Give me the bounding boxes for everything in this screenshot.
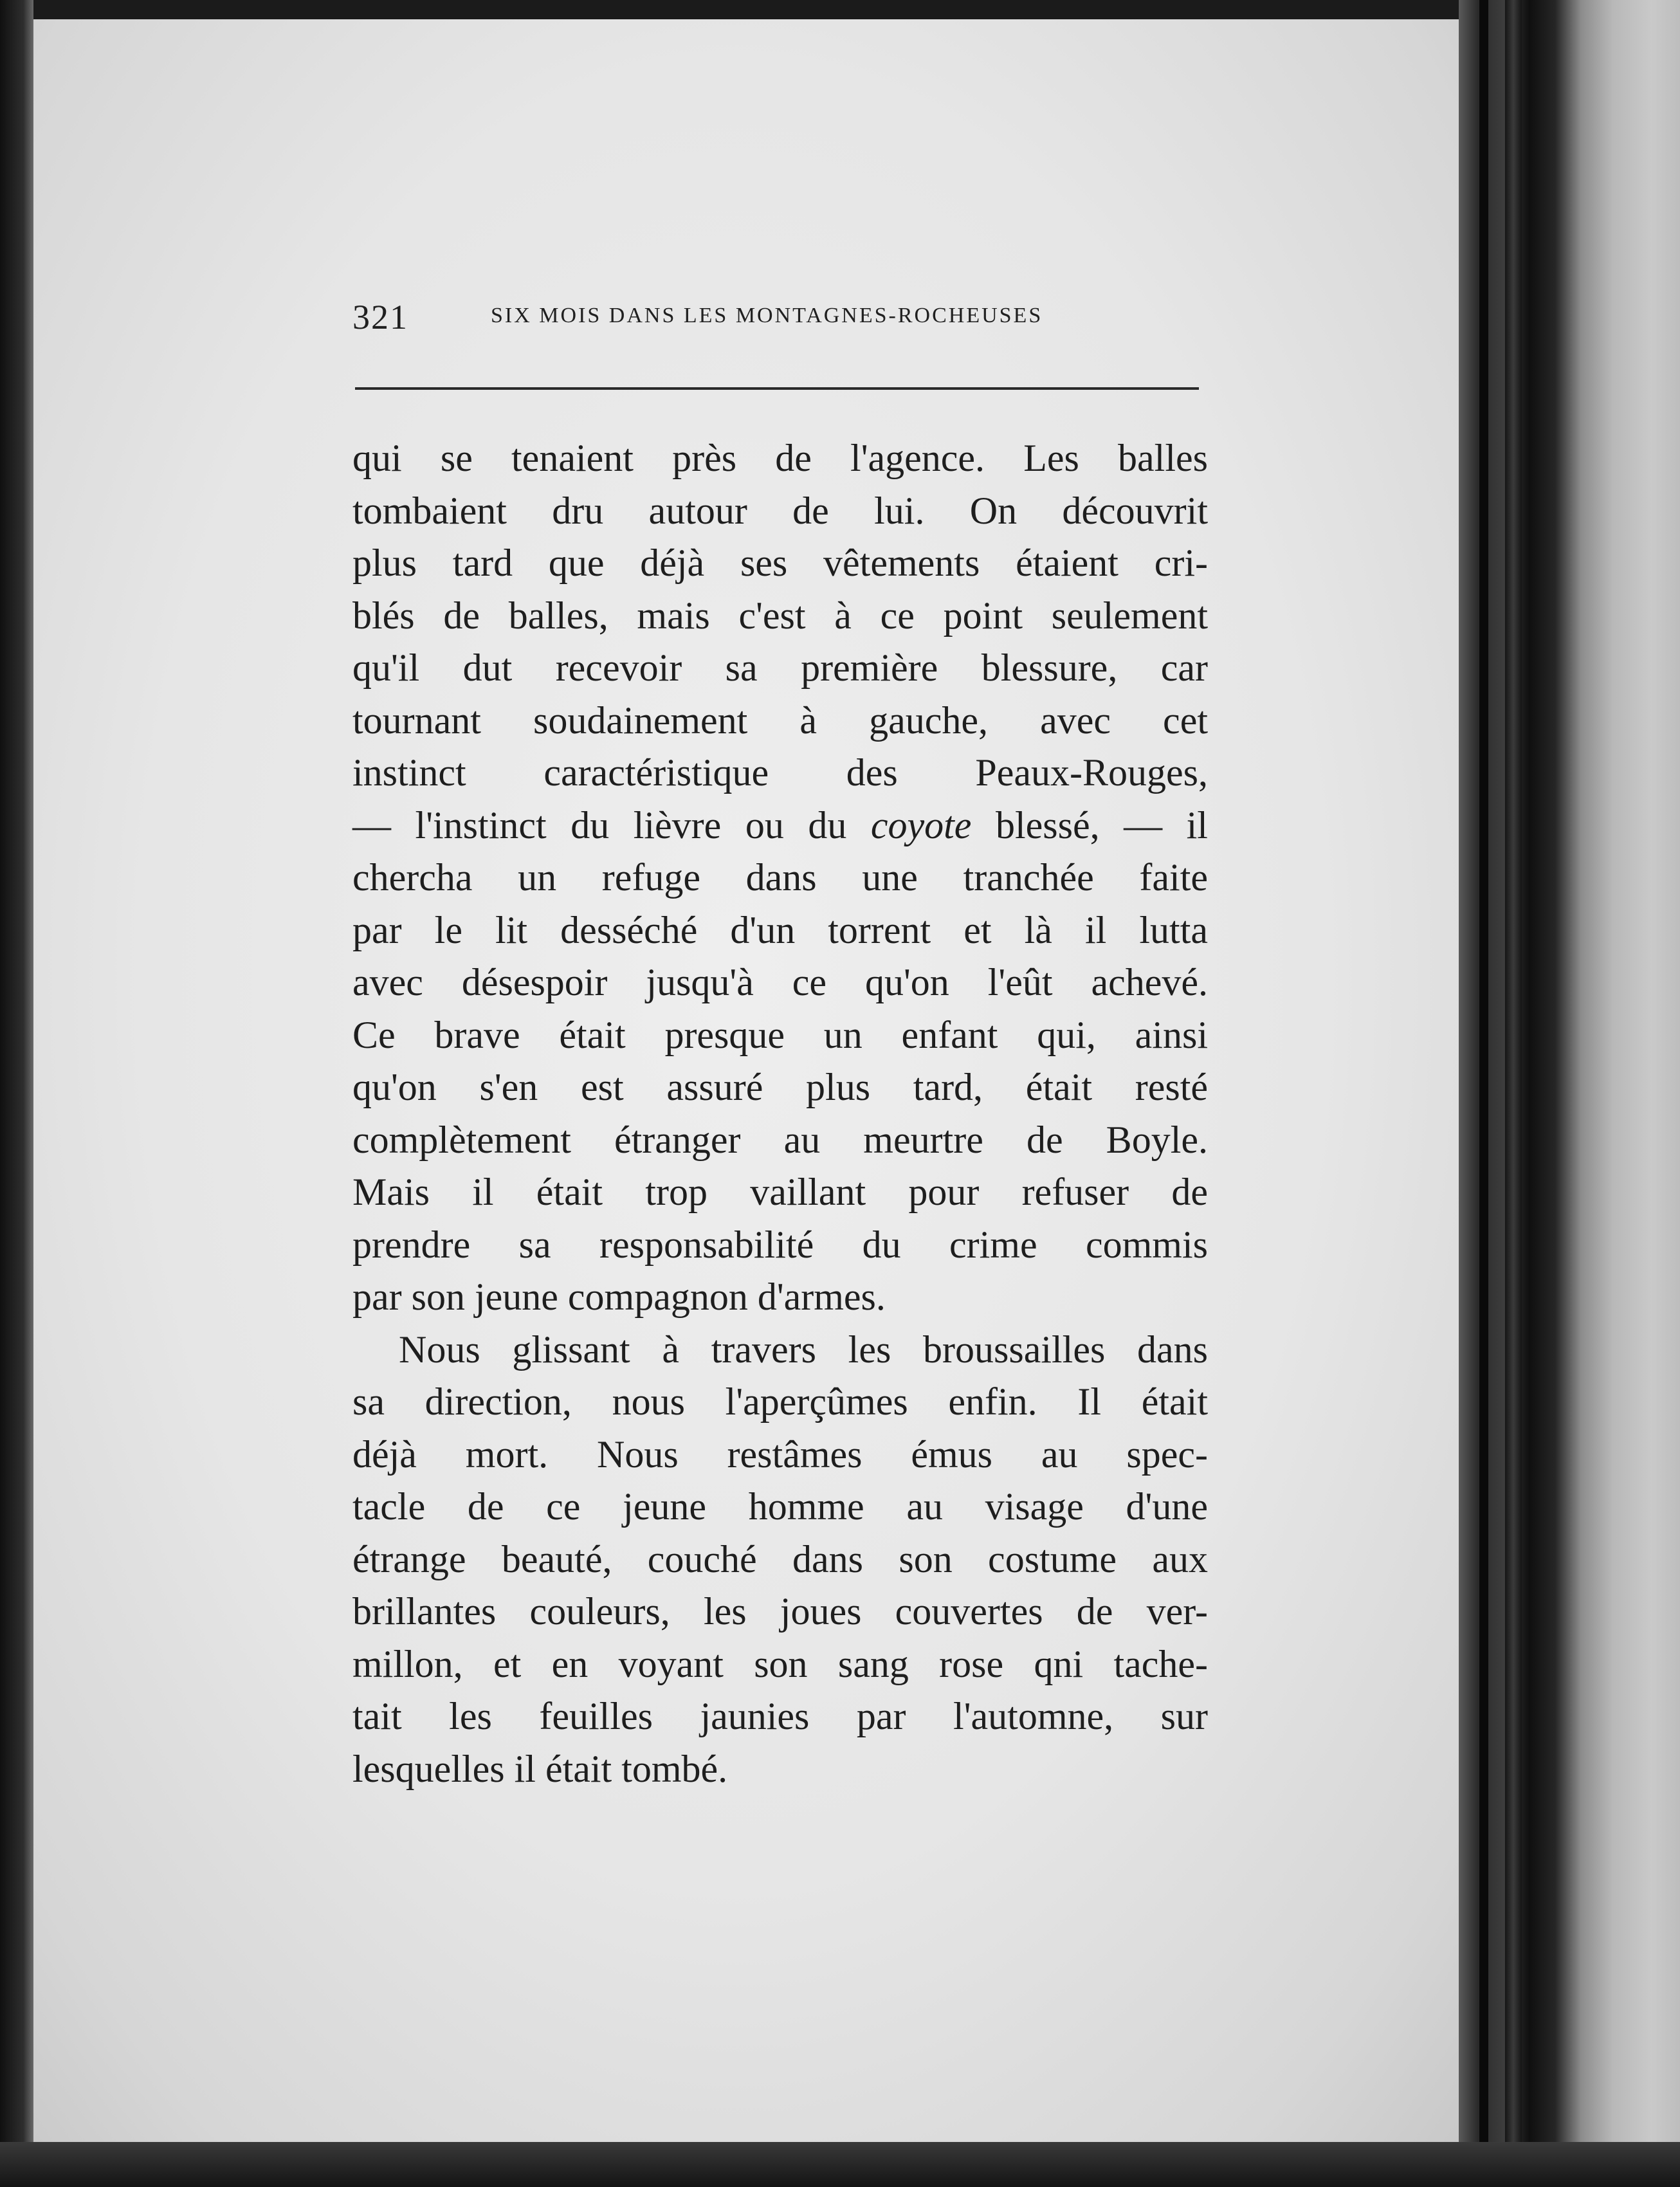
text-line: par son jeune compagnon d'armes. bbox=[352, 1276, 886, 1318]
text-line: Ce brave était presque un enfant qui, ainsi bbox=[352, 1013, 1208, 1056]
text-line: instinct caractéristique des Peaux-Rouges, bbox=[352, 751, 1208, 794]
text-line: blés de balles, mais c'est à ce point seulement bbox=[352, 594, 1208, 637]
text-line: plus tard que déjà ses vêtements étaient cri- bbox=[352, 542, 1208, 584]
body-text bbox=[352, 432, 1208, 1795]
text-line: étrange beauté, couché dans son costume aux bbox=[352, 1537, 1208, 1580]
text-segment: — l'instinct du lièvre ou du bbox=[352, 803, 871, 846]
text-line-with-italic bbox=[352, 800, 1208, 852]
header-rule bbox=[355, 387, 1199, 390]
page-number: 321 bbox=[352, 298, 408, 336]
binding-shadow bbox=[1479, 0, 1488, 2187]
running-title: SIX MOIS DANS LES MONTAGNES-ROCHEUSES bbox=[491, 304, 1043, 327]
text-line: tacle de ce jeune homme au visage d'une bbox=[352, 1485, 1208, 1528]
text-line: chercha un refuge dans une tranchée faite bbox=[352, 856, 1208, 899]
text-segment: blessé, — il bbox=[971, 803, 1208, 846]
text-line: tombaient dru autour de lui. On découvrit bbox=[352, 489, 1208, 532]
book-gutter bbox=[1459, 0, 1680, 2187]
text-line: millon, et en voyant son sang rose qni tache- bbox=[352, 1642, 1208, 1685]
running-head bbox=[352, 297, 1203, 342]
text-line: lesquelles il était tombé. bbox=[352, 1747, 728, 1790]
text-line: avec désespoir jusqu'à ce qu'on l'eût achevé. bbox=[352, 961, 1208, 1003]
text-line: Nous glissant à travers les broussailles dans bbox=[399, 1328, 1208, 1371]
binding-edge bbox=[1505, 0, 1522, 2187]
italic-word: coyote bbox=[870, 803, 972, 846]
text-line: prendre sa responsabilité du crime commis bbox=[352, 1223, 1208, 1266]
left-page-edge bbox=[0, 0, 33, 2187]
text-line: par le lit desséché d'un torrent et là il lutta bbox=[352, 908, 1208, 951]
text-line: tournant soudainement à gauche, avec cet bbox=[352, 699, 1208, 742]
text-line: déjà mort. Nous restâmes émus au spec- bbox=[352, 1432, 1208, 1476]
text-line: brillantes couleurs, les joues couvertes de ver- bbox=[352, 1590, 1208, 1633]
text-line: qu'on s'en est assuré plus tard, était resté bbox=[352, 1066, 1208, 1108]
text-line: sa direction, nous l'aperçûmes enfin. Il était bbox=[352, 1380, 1208, 1423]
text-line: complètement étranger au meurtre de Boyle. bbox=[352, 1118, 1208, 1161]
paragraph-2 bbox=[352, 1324, 1208, 1796]
text-line: qui se tenaient près de l'agence. Les balles bbox=[352, 437, 1208, 479]
text-line: qu'il dut recevoir sa première blessure, car bbox=[352, 646, 1208, 689]
text-line: tait les feuilles jaunies par l'automne, sur bbox=[352, 1695, 1208, 1737]
bottom-page-edge bbox=[0, 2142, 1680, 2187]
paragraph-1 bbox=[352, 432, 1208, 1324]
text-line: Mais il était trop vaillant pour refuser de bbox=[352, 1171, 1208, 1213]
